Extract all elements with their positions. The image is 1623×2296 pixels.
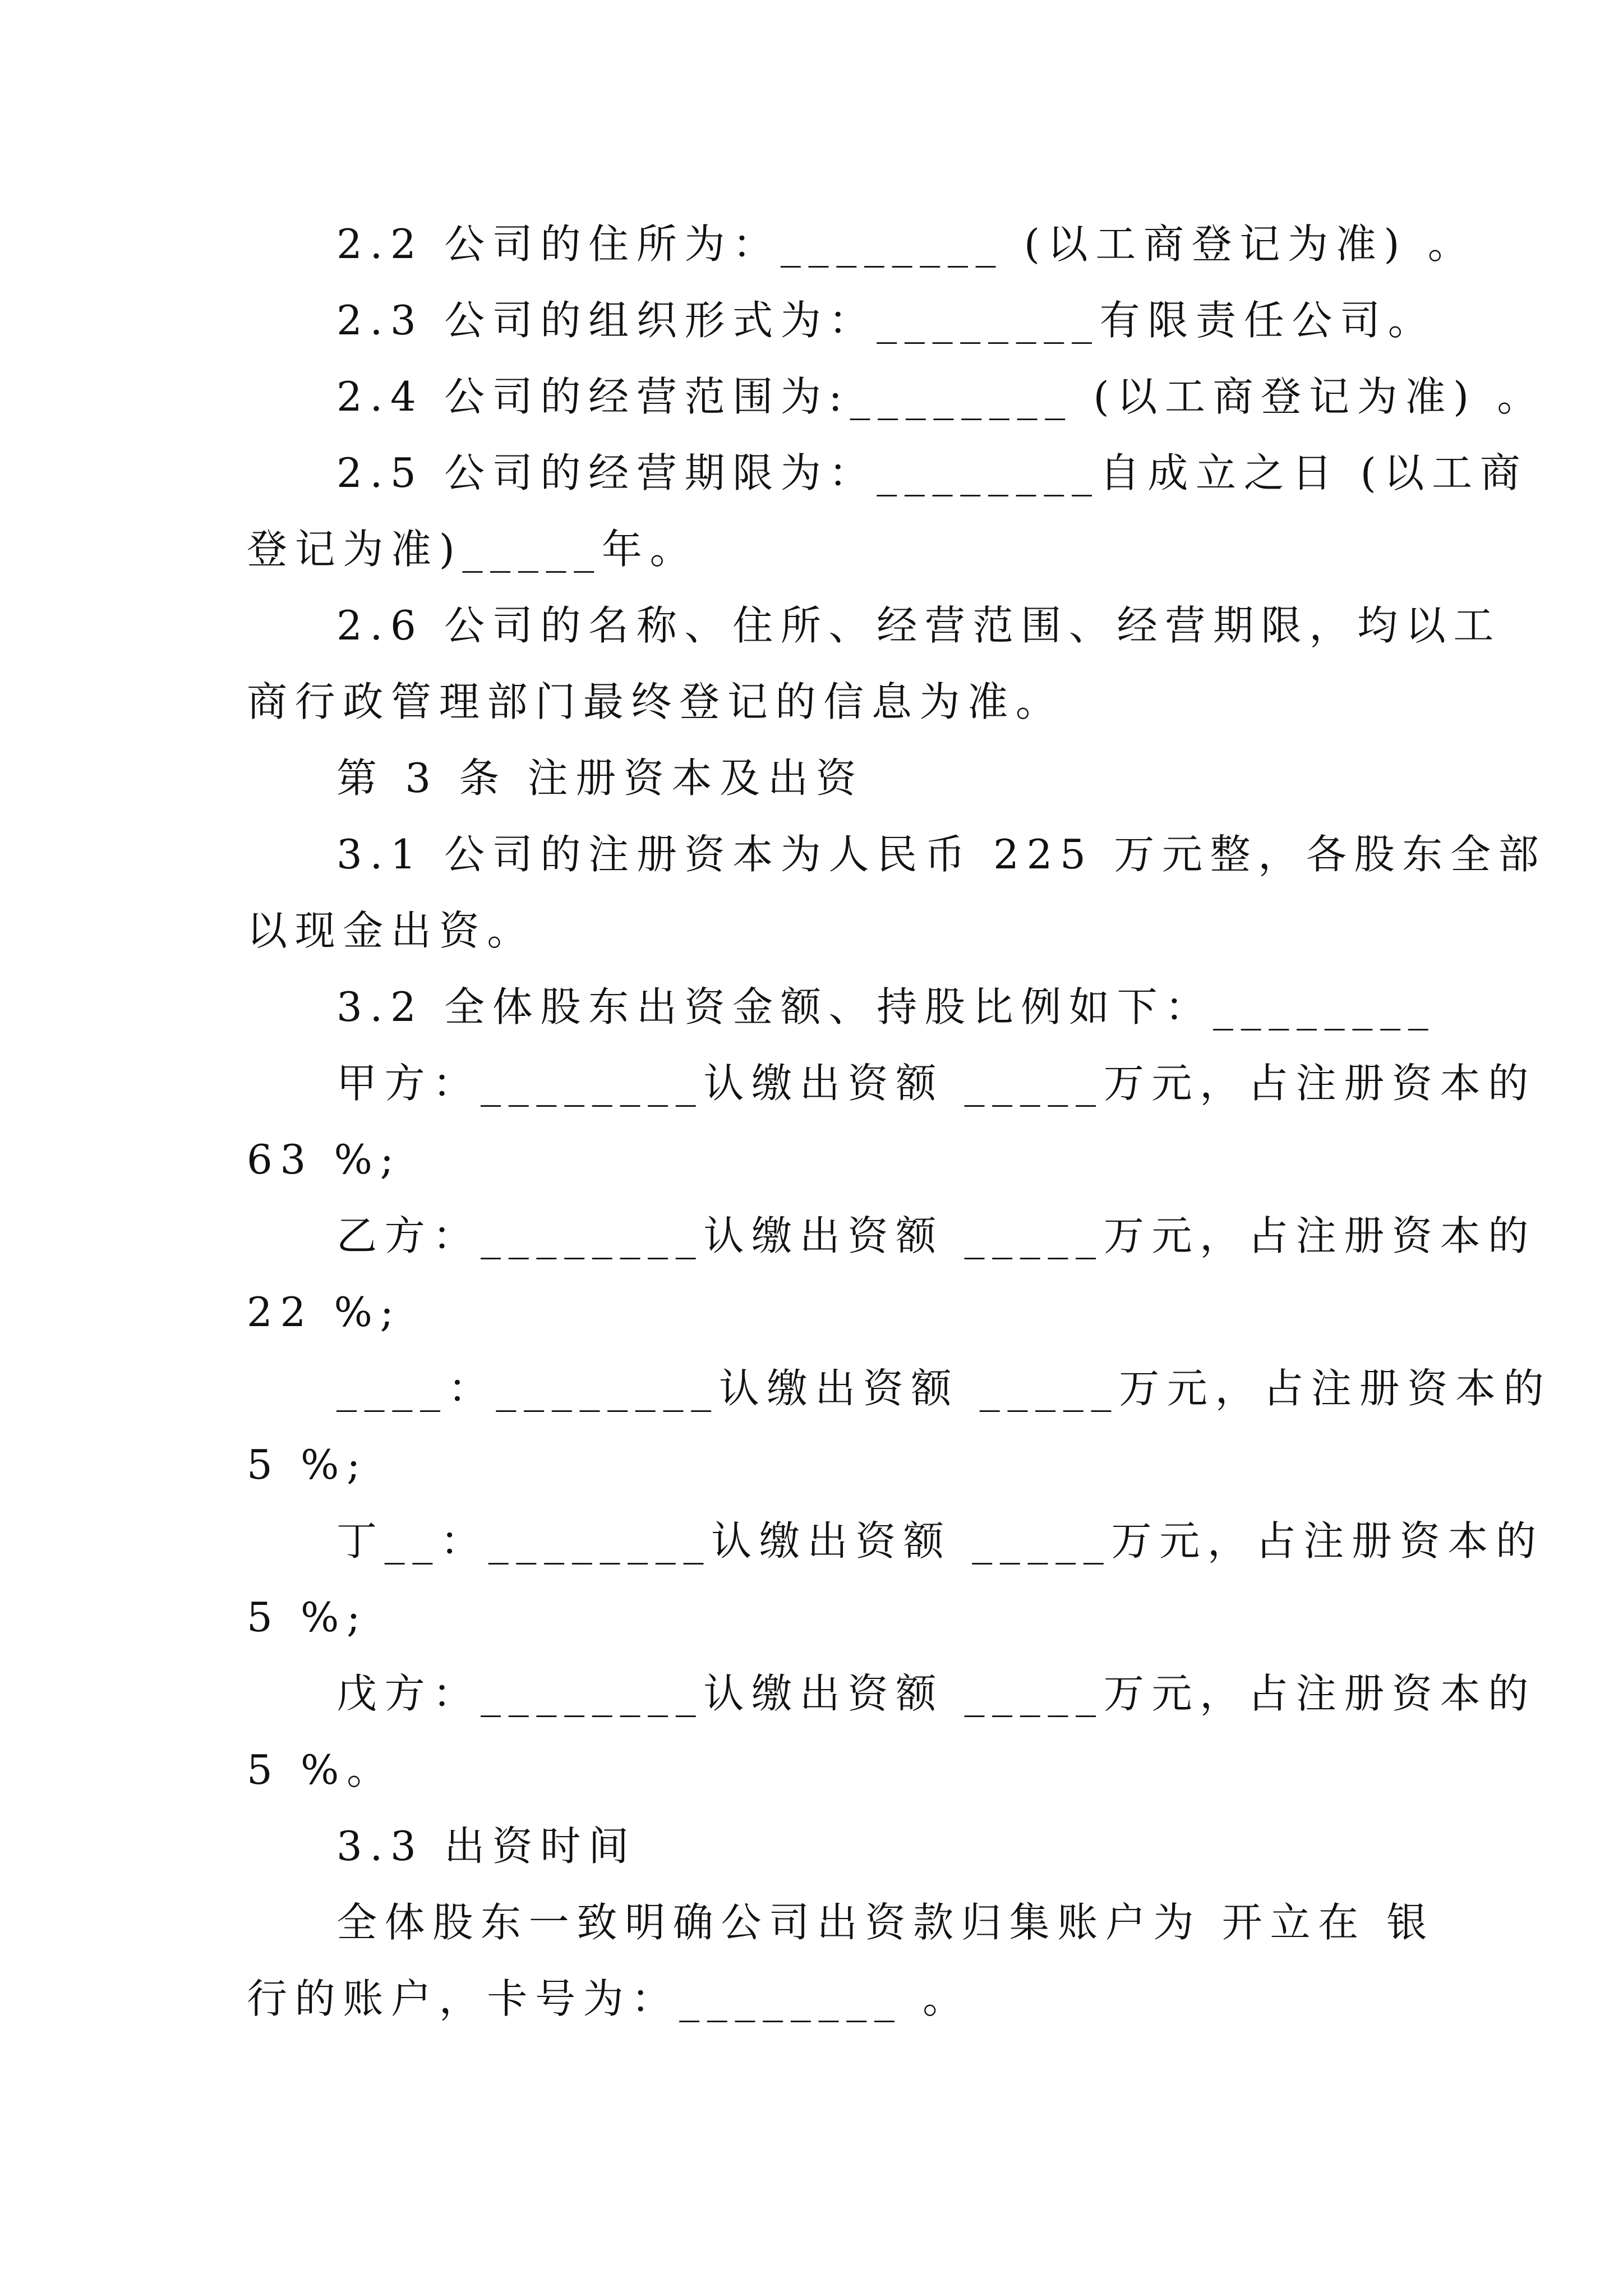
shareholder-b-line: 乙方：________认缴出资额 _____万元，占注册资本的 (336, 1212, 1536, 1259)
shareholder-e-percent: 5 %。 (247, 1746, 395, 1793)
shareholder-b-percent: 22 %; (247, 1289, 402, 1336)
clause-2-4-line: 2.4 公司的经营范围为:________ (以工商登记为准) 。 (336, 373, 1546, 420)
clause-3-3-account-continuation: 行的账户，卡号为：________ 。 (247, 1975, 971, 2022)
shareholder-c-percent: 5 %; (247, 1441, 368, 1488)
shareholder-e-line: 戊方：________认缴出资额 _____万元，占注册资本的 (336, 1670, 1536, 1717)
shareholder-a-line: 甲方：________认缴出资额 _____万元，占注册资本的 (336, 1060, 1536, 1107)
shareholder-a-percent: 63 %; (247, 1136, 402, 1183)
clause-3-1-line: 3.1 公司的注册资本为人民币 225 万元整，各股东全部 (336, 831, 1547, 878)
clause-3-1-continuation: 以现金出资。 (247, 907, 536, 954)
clause-2-5-line: 2.5 公司的经营期限为：________自成立之日 (以工商 (336, 449, 1528, 496)
clause-3-2-line: 3.2 全体股东出资金额、持股比例如下：________ (336, 983, 1436, 1030)
clause-3-3-account-line: 全体股东一致明确公司出资款归集账户为 开立在 银 (336, 1899, 1435, 1946)
shareholder-d-line: 丁__：________认缴出资额 _____万元，占注册资本的 (336, 1517, 1544, 1565)
clause-2-5-continuation: 登记为准)_____年。 (247, 526, 698, 573)
shareholder-c-line: ____：________认缴出资额 _____万元，占注册资本的 (336, 1365, 1552, 1412)
shareholder-d-percent: 5 %; (247, 1594, 368, 1641)
clause-2-2-line: 2.2 公司的住所为：________ (以工商登记为准) 。 (336, 220, 1476, 268)
clause-2-3-line: 2.3 公司的组织形式为：________有限责任公司。 (336, 297, 1436, 344)
clause-2-6-line: 2.6 公司的名称、住所、经营范围、经营期限，均以工 (336, 602, 1502, 649)
clause-2-6-continuation: 商行政管理部门最终登记的信息为准。 (247, 678, 1064, 725)
article-3-heading: 第 3 条 注册资本及出资 (336, 754, 864, 802)
clause-3-3-heading: 3.3 出资时间 (336, 1823, 637, 1870)
